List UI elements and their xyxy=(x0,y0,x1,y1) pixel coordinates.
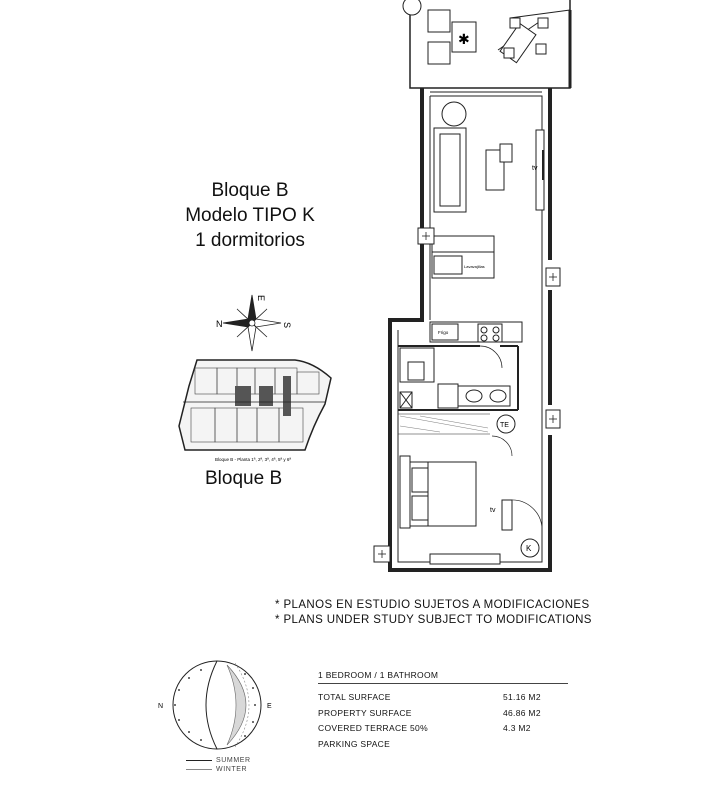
model-title: Modelo TIPO K xyxy=(185,205,315,226)
disclaimer-es: * PLANOS EN ESTUDIO SUJETOS A MODIFICACIONES xyxy=(275,599,590,611)
compass-s-label: S xyxy=(282,322,292,329)
disclaimer xyxy=(275,598,592,628)
keyplan-caption: Bloque B xyxy=(205,468,283,489)
te-label: TE xyxy=(500,422,509,429)
tv-living-label: tv xyxy=(532,165,538,172)
compass-rose xyxy=(205,293,300,353)
sun-e-label: E xyxy=(267,703,272,710)
key-plan xyxy=(175,356,335,468)
title-block xyxy=(150,178,350,253)
keyplan-subcaption: Bloque B - Planta 1ª, 2ª, 3ª, 4ª, 5ª y 6ª xyxy=(215,457,292,462)
spec-value: 4.3 M2 xyxy=(503,723,531,733)
spec-label: COVERED TERRACE 50% xyxy=(318,723,428,733)
table-row xyxy=(318,706,568,722)
spec-value: 51.16 M2 xyxy=(503,692,541,702)
block-title: Bloque B xyxy=(211,180,289,201)
sun-diagram xyxy=(155,660,285,755)
spec-value: 46.86 M2 xyxy=(503,707,541,718)
specs-table xyxy=(318,670,568,752)
compass-e-label: E xyxy=(256,295,266,302)
kitchen xyxy=(430,236,522,342)
frigo-label: Frigo xyxy=(438,330,449,335)
winter-line xyxy=(186,769,212,770)
spec-label: PROPERTY SURFACE xyxy=(318,707,412,718)
floor-plan xyxy=(360,0,590,580)
bathroom xyxy=(398,346,518,410)
tv-bedroom-label: tv xyxy=(490,507,496,514)
specs-header: 1 BEDROOM / 1 BATHROOM xyxy=(318,670,568,684)
table-row xyxy=(318,690,568,706)
disclaimer-en: * PLANS UNDER STUDY SUBJECT TO MODIFICATIONS xyxy=(275,614,592,626)
living-room xyxy=(434,102,544,212)
summer-line xyxy=(186,760,212,761)
terrace xyxy=(403,0,570,88)
table-row xyxy=(318,737,568,753)
bedrooms-title: 1 dormitorios xyxy=(195,230,305,251)
legend-winter: WINTER xyxy=(216,766,248,773)
sun-n-label: N xyxy=(158,703,164,710)
spec-label: TOTAL SURFACE xyxy=(318,692,391,702)
table-row xyxy=(318,721,568,737)
sun-legend xyxy=(186,756,251,774)
spec-label: PARKING SPACE xyxy=(318,738,391,749)
legend-summer: SUMMER xyxy=(216,757,251,764)
unit-letter-label: K xyxy=(526,544,532,553)
compass-n-label: N xyxy=(216,319,223,329)
svg-text:✱: ✱ xyxy=(458,31,470,47)
lavavajillas-label: Lavavajillas xyxy=(464,264,485,269)
